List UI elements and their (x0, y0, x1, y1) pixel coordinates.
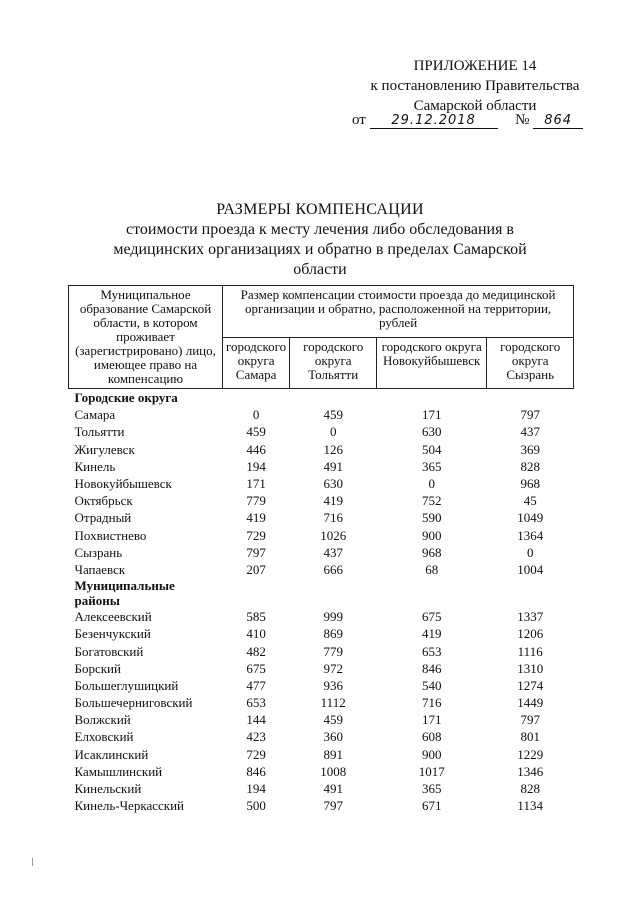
compensation-value: 171 (421, 712, 442, 728)
compensation-value: 477 (246, 677, 266, 693)
compensation-value: 675 (246, 660, 266, 676)
compensation-value: 1310 (517, 660, 544, 676)
compensation-value: 585 (246, 609, 266, 625)
date-value: 29.12.2018 (370, 113, 498, 129)
compensation-table (68, 285, 574, 814)
municipality-name: Новокуйбышевск (74, 476, 172, 492)
municipality-name: Елховский (74, 729, 134, 745)
municipality-name: Камышлинский (74, 763, 163, 779)
title-main: РАЗМЕРЫ КОМПЕНСАЦИИ (216, 201, 424, 218)
header-col-syzran: городского округа Сызрань (487, 337, 574, 389)
table-row (69, 423, 574, 440)
table-row (69, 763, 574, 780)
title-sub: стоимости проезда к месту лечения либо обследования в медицинских организациях и обратно в пределах Самарской области (113, 221, 527, 278)
compensation-value: 671 (421, 798, 442, 814)
table-row (69, 544, 574, 561)
compensation-value: 1116 (517, 643, 543, 659)
compensation-value: 491 (323, 781, 343, 797)
compensation-value: 171 (246, 476, 266, 492)
compensation-value: 0 (329, 424, 337, 440)
municipality-name: Борский (74, 660, 121, 676)
compensation-value: 729 (246, 746, 266, 762)
compensation-value: 779 (323, 643, 343, 659)
compensation-value: 972 (323, 660, 343, 676)
municipality-name: Отрадный (74, 510, 132, 526)
compensation-value: 365 (421, 458, 442, 474)
number-value: 864 (533, 113, 583, 129)
date-prefix: от (352, 112, 366, 128)
compensation-value: 194 (246, 781, 266, 797)
section-municipal-districts-label: Муниципальные районы (74, 578, 175, 609)
compensation-value: 1112 (320, 695, 346, 711)
appendix-line2: Самарской области (413, 98, 537, 114)
compensation-value: 369 (520, 441, 540, 457)
municipality-name: Исаклинский (74, 746, 149, 762)
compensation-value: 653 (246, 695, 266, 711)
compensation-value: 590 (421, 510, 442, 526)
compensation-value: 500 (246, 798, 266, 814)
section-row (69, 578, 574, 608)
compensation-value: 1008 (320, 763, 347, 779)
compensation-value: 729 (246, 527, 266, 543)
compensation-value: 419 (421, 626, 442, 642)
compensation-value: 797 (323, 798, 343, 814)
compensation-value: 437 (520, 424, 540, 440)
appendix-number: ПРИЛОЖЕНИЕ 14 (413, 58, 537, 74)
compensation-value: 491 (323, 458, 343, 474)
compensation-value: 459 (323, 407, 343, 423)
municipality-name: Чапаевск (74, 561, 126, 577)
table-row (69, 406, 574, 423)
section-urban-districts: Городские округа (74, 390, 178, 406)
compensation-value: 126 (323, 441, 343, 457)
compensation-value: 828 (520, 781, 540, 797)
table-row (69, 677, 574, 694)
compensation-value: 504 (421, 441, 442, 457)
municipality-name: Тольятти (74, 424, 125, 440)
municipality-name: Октябрьск (74, 493, 133, 509)
municipality-name: Богатовский (74, 643, 144, 659)
municipality-name: Кинель (74, 458, 116, 474)
compensation-value: 68 (425, 561, 439, 577)
compensation-value: 779 (246, 493, 266, 509)
municipality-name: Самара (74, 407, 116, 423)
compensation-value: 1049 (517, 510, 544, 526)
table-row (69, 441, 574, 458)
compensation-value: 716 (323, 510, 343, 526)
compensation-value: 0 (526, 544, 534, 560)
table-row (69, 608, 574, 625)
municipality-name: Кинель-Черкасский (74, 798, 184, 814)
section-row (69, 389, 574, 407)
municipality-name: Большечерниговский (74, 695, 193, 711)
table-row (69, 509, 574, 526)
compensation-value: 144 (246, 712, 266, 728)
header-col-novokuibyshevsk: городского округа Новокуйбышевск (377, 337, 487, 389)
compensation-value: 0 (252, 407, 260, 423)
compensation-value: 207 (246, 561, 266, 577)
compensation-value: 797 (520, 407, 540, 423)
table-row (69, 458, 574, 475)
compensation-value: 666 (323, 561, 343, 577)
table-row (69, 694, 574, 711)
header-col-togliatti: городского округа Тольятти (290, 337, 377, 389)
compensation-value: 797 (246, 544, 266, 560)
compensation-value: 999 (323, 609, 343, 625)
compensation-value: 846 (246, 763, 266, 779)
compensation-value: 891 (323, 746, 343, 762)
compensation-value: 1346 (517, 763, 544, 779)
compensation-value: 1337 (517, 609, 544, 625)
compensation-value: 675 (421, 609, 442, 625)
table-row (69, 746, 574, 763)
compensation-value: 1134 (517, 798, 543, 814)
compensation-value: 900 (421, 746, 442, 762)
municipality-name: Похвистнево (74, 527, 147, 543)
municipality-name: Безенчукский (74, 626, 151, 642)
compensation-value: 45 (523, 493, 537, 509)
municipality-name: Сызрань (74, 544, 123, 560)
header-compensation-group: Размер компенсации стоимости проезда до медицинской организации и обратно, расположенной на территории, рублей (223, 286, 574, 338)
compensation-value: 1206 (517, 626, 544, 642)
document-title (60, 200, 580, 280)
compensation-value: 410 (246, 626, 266, 642)
header-col-samara: городского округа Самара (223, 337, 290, 389)
compensation-value: 459 (323, 712, 343, 728)
municipality-name: Кинельский (74, 781, 142, 797)
compensation-value: 653 (421, 643, 442, 659)
compensation-value: 630 (421, 424, 442, 440)
compensation-value: 446 (246, 441, 266, 457)
compensation-value: 1449 (517, 695, 544, 711)
compensation-value: 423 (246, 729, 266, 745)
compensation-value: 419 (323, 493, 343, 509)
compensation-value: 0 (428, 476, 435, 492)
compensation-value: 1229 (517, 746, 544, 762)
compensation-value: 752 (421, 493, 442, 509)
compensation-value: 540 (421, 677, 442, 693)
compensation-value: 365 (421, 781, 442, 797)
compensation-value: 419 (246, 510, 266, 526)
compensation-value: 936 (323, 677, 343, 693)
table-row (69, 797, 574, 814)
municipality-name: Жигулевск (74, 441, 135, 457)
table-row (69, 711, 574, 728)
compensation-value: 608 (421, 729, 442, 745)
scan-mark (32, 858, 33, 866)
date-number-line (352, 112, 583, 129)
appendix-line1: к постановлению Правительства (370, 78, 580, 94)
compensation-value: 630 (323, 476, 343, 492)
municipality-name: Волжский (74, 712, 131, 728)
compensation-value: 797 (520, 712, 540, 728)
table-row (69, 527, 574, 544)
municipality-name: Большеглушицкий (74, 677, 179, 693)
number-prefix: № (515, 112, 530, 128)
table-row (69, 642, 574, 659)
appendix-header (340, 56, 610, 116)
compensation-value: 459 (246, 424, 266, 440)
compensation-value: 828 (520, 458, 540, 474)
compensation-value: 482 (246, 643, 266, 659)
compensation-value: 194 (246, 458, 266, 474)
compensation-value: 869 (323, 626, 343, 642)
compensation-value: 360 (323, 729, 343, 745)
table-row (69, 728, 574, 745)
table-row (69, 492, 574, 509)
compensation-value: 1364 (517, 527, 544, 543)
compensation-value: 968 (520, 476, 540, 492)
section-municipal-districts (69, 578, 574, 608)
compensation-value: 1026 (320, 527, 347, 543)
compensation-value: 801 (520, 729, 540, 745)
table-row (69, 660, 574, 677)
compensation-value: 1004 (517, 561, 544, 577)
table-row (69, 780, 574, 797)
table-row (69, 561, 574, 578)
compensation-value: 1274 (517, 677, 544, 693)
table-row (69, 475, 574, 492)
compensation-value: 968 (421, 544, 442, 560)
table-row (69, 625, 574, 642)
compensation-value: 437 (323, 544, 343, 560)
compensation-value: 171 (421, 407, 442, 423)
compensation-value: 1017 (418, 763, 445, 779)
compensation-value: 900 (421, 527, 442, 543)
municipality-name: Алексеевский (74, 609, 152, 625)
compensation-value: 846 (421, 660, 442, 676)
compensation-value: 716 (421, 695, 442, 711)
header-municipality: Муниципальное образование Самарской области, в котором проживает (зарегистрировано) лицо, имеющее право на компенсацию (69, 286, 223, 389)
